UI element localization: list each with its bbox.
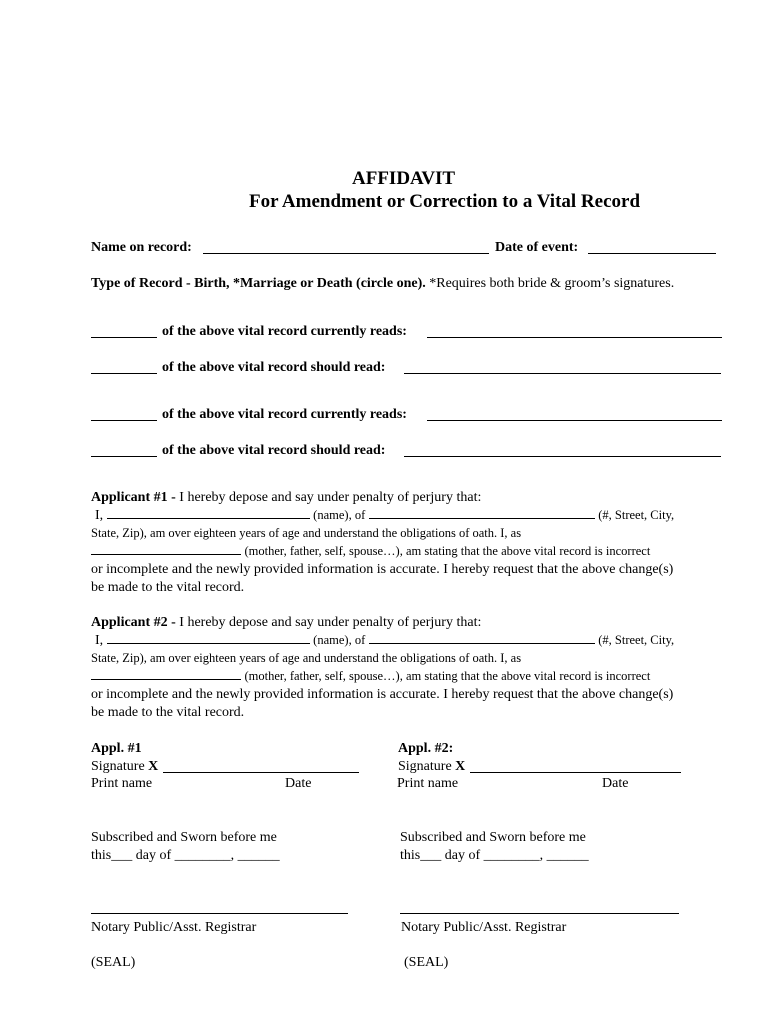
applicant1-i-label: I, xyxy=(95,508,104,523)
appl1-signature-field[interactable] xyxy=(163,772,359,773)
change-text-1: of the above vital record currently reads: xyxy=(162,324,407,339)
applicant2-relation-hint: (mother, father, self, spouse…), am stating that the above vital record is incorrect xyxy=(244,669,651,683)
date-of-event-field[interactable] xyxy=(588,253,716,254)
change-item-field-1[interactable] xyxy=(91,337,157,338)
applicant1-line5: be made to the vital record. xyxy=(91,580,245,595)
change-item-field-3[interactable] xyxy=(91,420,157,421)
date-of-event-label: Date of event: xyxy=(495,240,579,255)
change-text-2: of the above vital record should read: xyxy=(162,360,386,375)
change-value-field-2[interactable] xyxy=(404,373,721,374)
notary-right-day-line: this___ day of ________, ______ xyxy=(400,848,589,863)
notary-left-day-line: this___ day of ________, ______ xyxy=(91,848,280,863)
applicant2-heading: Applicant #2 - xyxy=(91,615,176,630)
appl2-signature-mark: X xyxy=(455,759,466,774)
applicant1-name-hint: (name), of xyxy=(313,508,366,522)
applicant1-heading: Applicant #1 - xyxy=(91,490,176,505)
notary-left-seal: (SEAL) xyxy=(91,955,136,970)
applicant2-address-hint: (#, Street, City, xyxy=(598,633,675,647)
type-of-record-label: Type of Record - Birth, *Marriage or Death (circle one). xyxy=(91,276,426,291)
applicant2-name-field[interactable] xyxy=(107,642,310,644)
applicant1-address-hint: (#, Street, City, xyxy=(598,508,675,522)
applicant1-line1 xyxy=(95,509,674,523)
notary-left-signature-field[interactable] xyxy=(91,913,348,914)
applicant1-line3 xyxy=(91,545,650,559)
name-on-record-field[interactable] xyxy=(203,253,489,254)
appl1-signature-line xyxy=(91,760,158,774)
applicant1-relation-hint: (mother, father, self, spouse…), am stating that the above vital record is incorrect xyxy=(244,544,651,558)
applicant2-line5: be made to the vital record. xyxy=(91,705,245,720)
applicant2-intro-text: I hereby depose and say under penalty of perjury that: xyxy=(179,615,482,630)
applicant2-line4: or incomplete and the newly provided information is accurate. I hereby request that the above change(s) xyxy=(91,687,674,702)
type-of-record-note: *Requires both bride & groom’s signatures. xyxy=(429,276,675,291)
type-of-record xyxy=(91,277,674,291)
applicant2-name-hint: (name), of xyxy=(313,633,366,647)
notary-right-seal: (SEAL) xyxy=(404,955,449,970)
applicant2-line1 xyxy=(95,634,674,648)
appl1-label: Appl. #1 xyxy=(91,741,142,756)
change-value-field-4[interactable] xyxy=(404,456,721,457)
applicant2-i-label: I, xyxy=(95,633,104,648)
change-text-4: of the above vital record should read: xyxy=(162,443,386,458)
change-value-field-3[interactable] xyxy=(427,420,722,421)
appl2-signature-label: Signature xyxy=(398,759,452,774)
applicant2-intro xyxy=(91,616,481,630)
applicant2-address-field[interactable] xyxy=(369,642,595,644)
applicant2-line2-text: State, Zip), am over eighteen years of age and understand the obligations of oath. I, as xyxy=(91,651,522,665)
appl1-signature-mark: X xyxy=(148,759,159,774)
change-text-3: of the above vital record currently reads: xyxy=(162,407,407,422)
notary-right-signature-field[interactable] xyxy=(400,913,679,914)
notary-left-sworn: Subscribed and Sworn before me xyxy=(91,830,277,845)
name-on-record-label: Name on record: xyxy=(91,240,192,255)
applicant2-relation-field[interactable] xyxy=(91,678,241,680)
applicant1-name-field[interactable] xyxy=(107,517,310,519)
change-item-field-2[interactable] xyxy=(91,373,157,374)
change-value-field-1[interactable] xyxy=(427,337,722,338)
applicant1-line2 xyxy=(91,527,521,541)
applicant2-line3 xyxy=(91,670,650,684)
appl2-print-name: Print name xyxy=(397,776,459,791)
appl1-date: Date xyxy=(285,776,312,791)
notary-right-title: Notary Public/Asst. Registrar xyxy=(401,920,567,935)
notary-right-sworn: Subscribed and Sworn before me xyxy=(400,830,586,845)
appl2-date: Date xyxy=(602,776,629,791)
change-item-field-4[interactable] xyxy=(91,456,157,457)
applicant1-address-field[interactable] xyxy=(369,517,595,519)
page-title: AFFIDAVIT xyxy=(352,168,456,189)
appl2-signature-line xyxy=(398,760,465,774)
applicant1-intro xyxy=(91,491,481,505)
appl2-label: Appl. #2: xyxy=(398,741,454,756)
applicant1-intro-text: I hereby depose and say under penalty of perjury that: xyxy=(179,490,482,505)
notary-left-title: Notary Public/Asst. Registrar xyxy=(91,920,257,935)
applicant1-line2-text: State, Zip), am over eighteen years of age and understand the obligations of oath. I, as xyxy=(91,526,522,540)
appl2-signature-field[interactable] xyxy=(470,772,681,773)
appl1-signature-label: Signature xyxy=(91,759,145,774)
applicant1-line4: or incomplete and the newly provided information is accurate. I hereby request that the above change(s) xyxy=(91,562,674,577)
applicant1-relation-field[interactable] xyxy=(91,553,241,555)
appl1-print-name: Print name xyxy=(91,776,153,791)
page-subtitle: For Amendment or Correction to a Vital Record xyxy=(249,191,641,212)
applicant2-line2 xyxy=(91,652,521,666)
